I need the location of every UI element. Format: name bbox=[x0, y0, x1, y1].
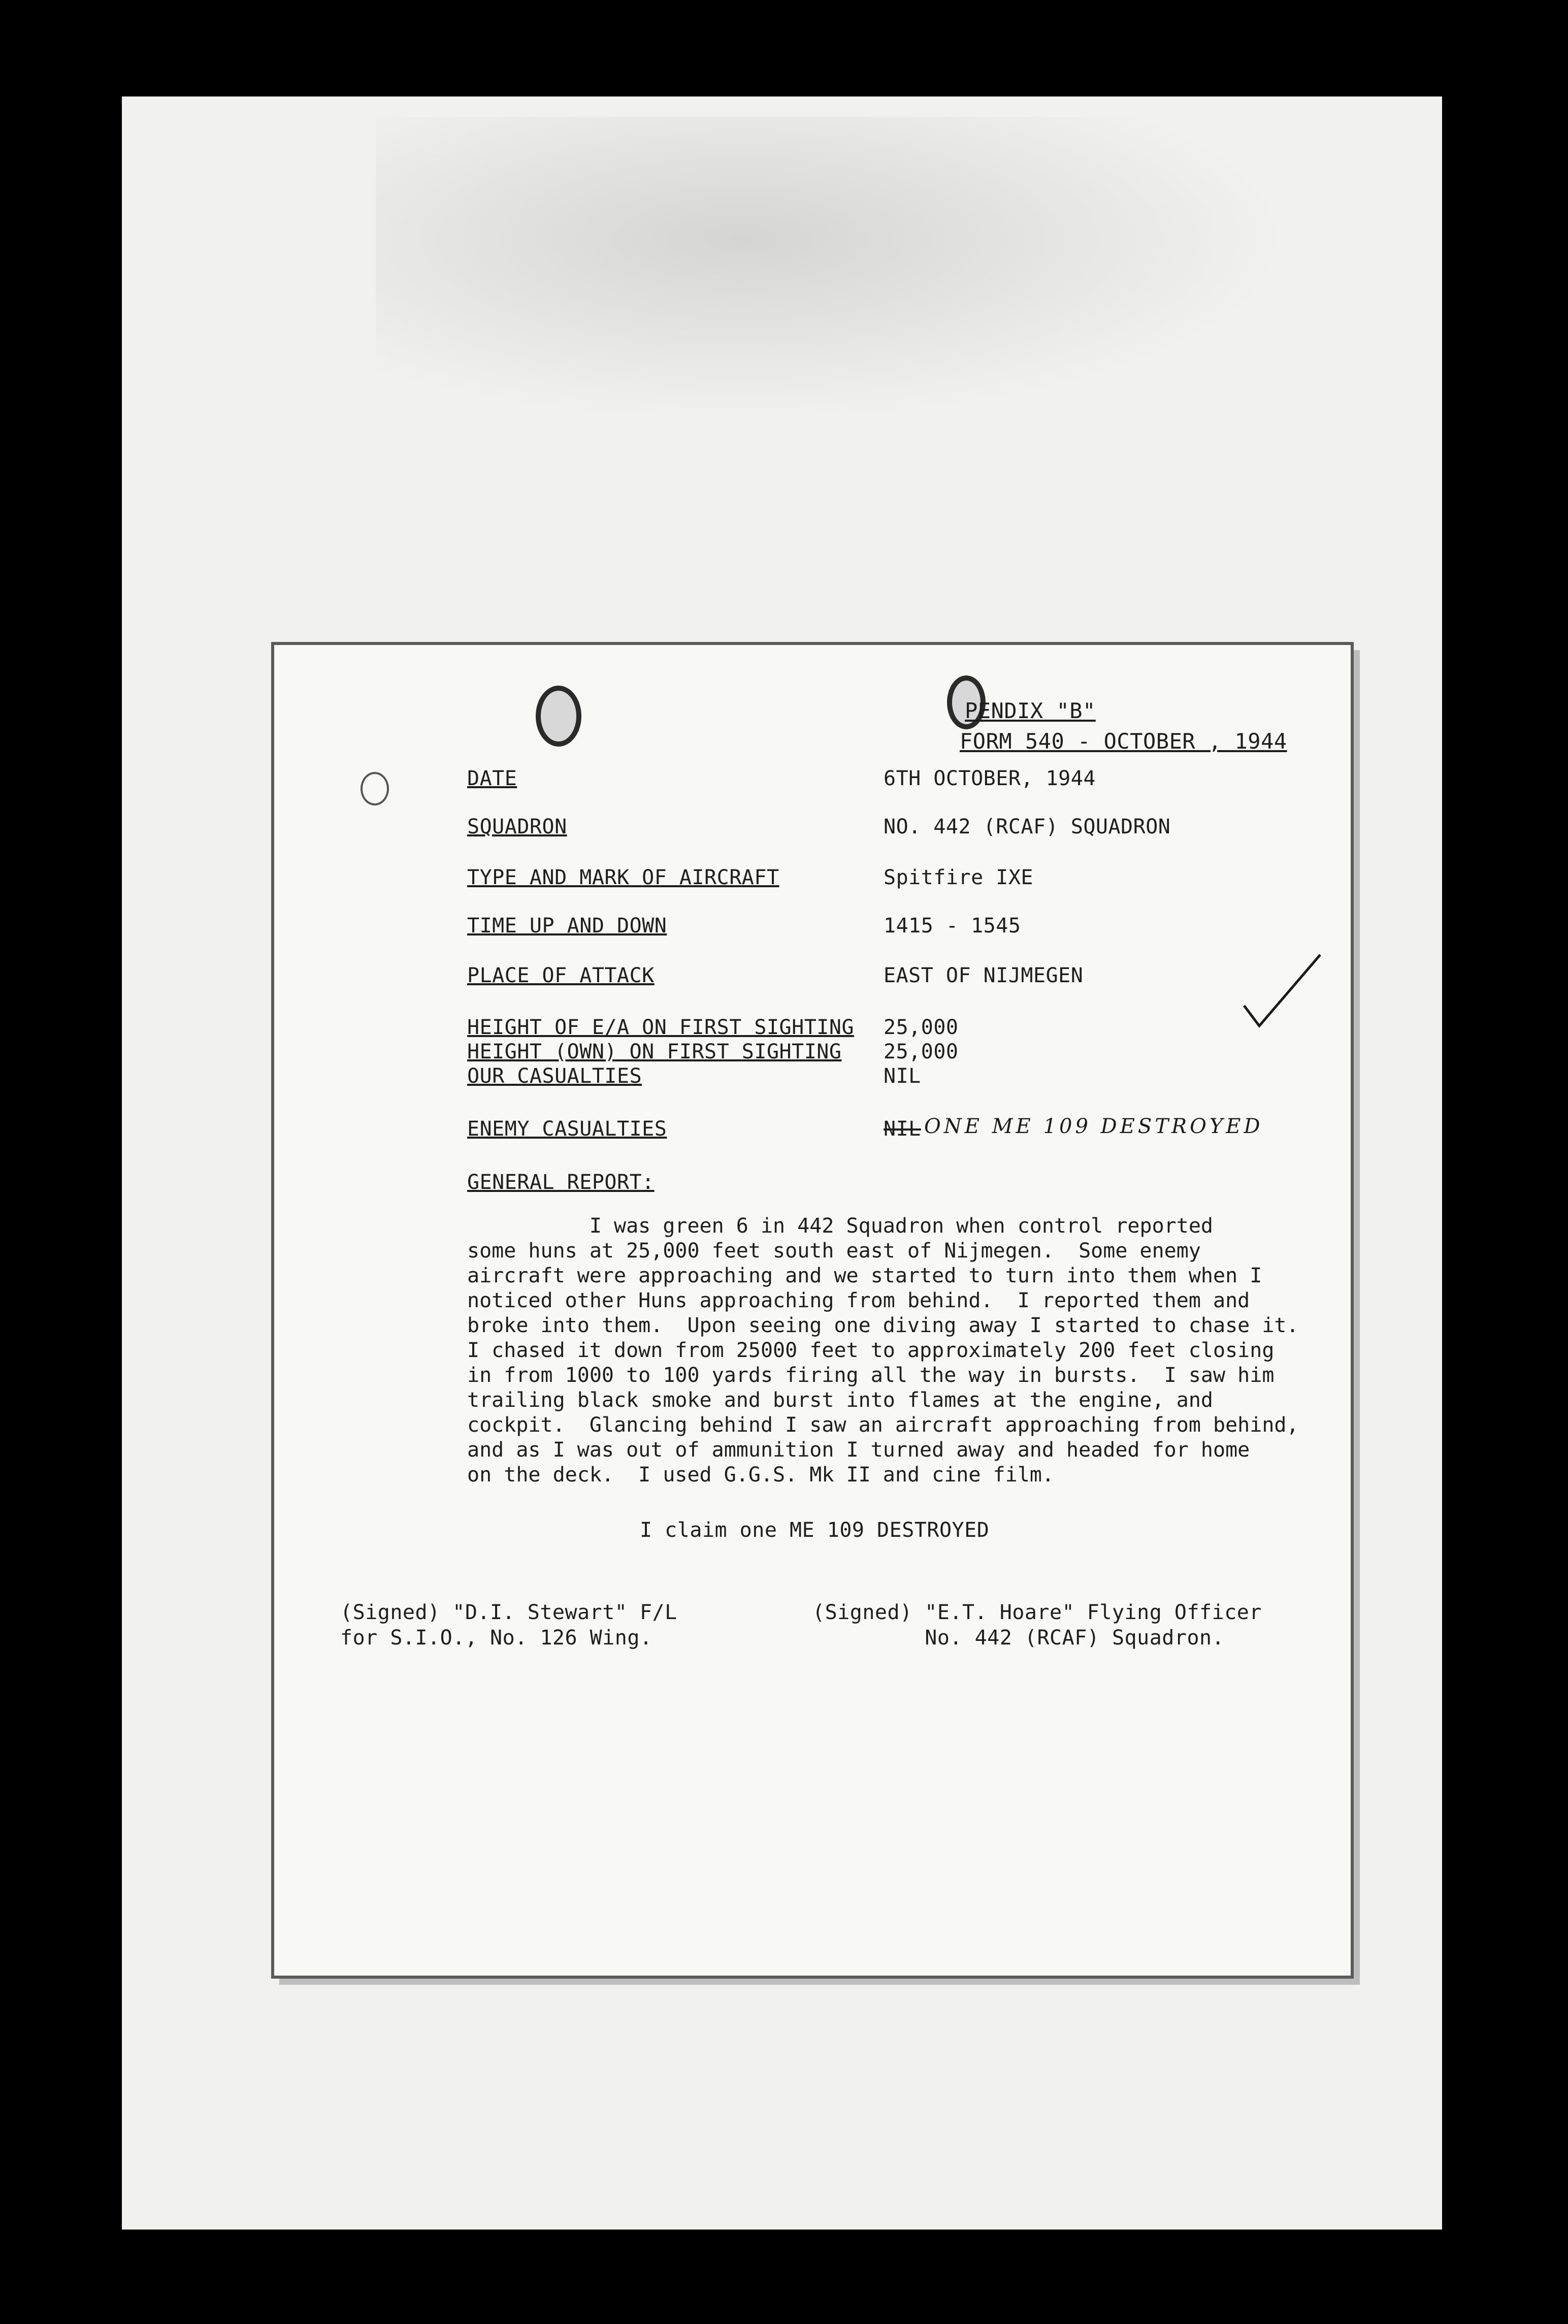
margin-circle-mark bbox=[361, 772, 389, 805]
signature-left: (Signed) "D.I. Stewart" F/L for S.I.O., No. 126 Wing. bbox=[340, 1601, 677, 1650]
general-report-body: I was green 6 in 442 Squadron when control reported some huns at 25,000 feet south east of Nijmegen. Some enemy aircraft were approaching and we started to turn into them when I noticed other Huns approaching from behind. I reported them and broke into them. Upon seeing one diving away I started to chase it. I chased it down from 25000 feet to approximately 200 feet closing in from 1000 to 100 yards firing all the way in bursts. I saw him trailing black smoke and burst into flames at the engine, and cockpit. Glancing behind I saw an aircraft approaching from behind, and as I was out of ammunition I turned away and headed for home on the deck. I used G.G.S. Mk II and cine film. bbox=[467, 1214, 1299, 1487]
field-label-place: PLACE OF ATTACK bbox=[467, 964, 655, 987]
field-label-aircraft-type: TYPE AND MARK OF AIRCRAFT bbox=[467, 866, 779, 889]
document-page bbox=[274, 645, 1351, 1976]
field-value-squadron: NO. 442 (RCAF) SQUADRON bbox=[884, 815, 1171, 838]
field-label-date: DATE bbox=[467, 767, 517, 790]
field-value-time: 1415 - 1545 bbox=[884, 914, 1021, 938]
field-value-height-own: 25,000 bbox=[884, 1040, 959, 1063]
form-heading: FORM 540 - OCTOBER , 1944 bbox=[960, 729, 1287, 754]
general-report-heading: GENERAL REPORT: bbox=[467, 1171, 655, 1194]
field-value-place: EAST OF NIJMEGEN bbox=[884, 964, 1084, 987]
field-value-aircraft-type: Spitfire IXE bbox=[884, 866, 1033, 889]
field-value-enemy-casualties: NIL bbox=[884, 1117, 921, 1141]
field-label-height-own: HEIGHT (OWN) ON FIRST SIGHTING bbox=[467, 1040, 842, 1063]
field-label-height-ea: HEIGHT OF E/A ON FIRST SIGHTING bbox=[467, 1016, 855, 1039]
claim-statement: I claim one ME 109 DESTROYED bbox=[640, 1519, 990, 1542]
field-label-time: TIME UP AND DOWN bbox=[467, 914, 667, 938]
field-value-height-ea: 25,000 bbox=[884, 1016, 959, 1039]
signature-right: (Signed) "E.T. Hoare" Flying Officer No. 442 (RCAF) Squadron. bbox=[812, 1601, 1262, 1650]
field-value-our-casualties: NIL bbox=[884, 1064, 921, 1088]
field-value-date: 6TH OCTOBER, 1944 bbox=[884, 767, 1096, 790]
appendix-heading: PENDIX "B" bbox=[965, 698, 1096, 723]
handwritten-correction: ONE ME 109 DESTROYED bbox=[924, 1115, 1263, 1138]
check-mark-icon bbox=[1239, 950, 1325, 1031]
field-label-squadron: SQUADRON bbox=[467, 815, 567, 838]
field-label-enemy-casualties: ENEMY CASUALTIES bbox=[467, 1117, 667, 1141]
punch-hole-left bbox=[536, 686, 581, 747]
field-label-our-casualties: OUR CASUALTIES bbox=[467, 1064, 642, 1088]
